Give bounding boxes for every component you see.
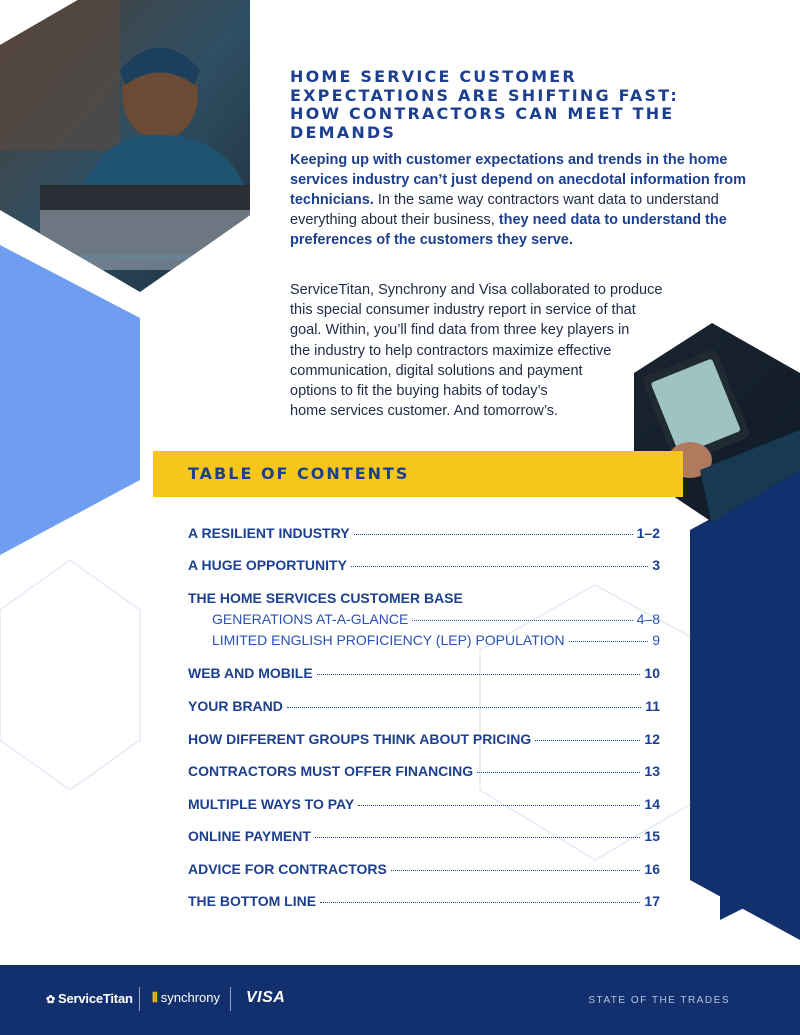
toc-entry-label: GENERATIONS AT-A-GLANCE [212, 611, 409, 627]
toc-leader-dots [287, 707, 641, 708]
toc-leader-dots [317, 674, 641, 675]
toc-entry-label: ONLINE PAYMENT [188, 828, 311, 844]
toc-leader-dots [315, 837, 641, 838]
toc-entry[interactable] [188, 698, 660, 714]
toc-subentry[interactable] [212, 632, 660, 648]
toc-entry-label: HOW DIFFERENT GROUPS THINK ABOUT PRICING [188, 731, 532, 747]
body-line: options to fit the buying habits of today’s [290, 383, 548, 400]
toc-leader-dots [477, 772, 640, 773]
toc-entry-label: A HUGE OPPORTUNITY [188, 557, 347, 573]
toc-entry-page: 15 [644, 828, 660, 844]
toc-header-bar [153, 451, 683, 497]
toc-entry-label: CONTRACTORS MUST OFFER FINANCING [188, 763, 474, 779]
right-navy-hexagon [690, 470, 800, 940]
toc-entry-page: 17 [644, 893, 660, 909]
intro-text: In the same way contractors want data to understand everything about their business, [290, 192, 719, 228]
body-line: communication, digital solutions and payment [290, 362, 583, 379]
toc-entry-label: A RESILIENT INDUSTRY [188, 525, 350, 541]
toc-title: TABLE OF CONTENTS [188, 464, 410, 483]
toc-entry[interactable] [188, 731, 660, 747]
toc-entry-label: WEB AND MOBILE [188, 665, 313, 681]
toc-entry-label: THE BOTTOM LINE [188, 893, 317, 909]
left-blue-hexagon [0, 245, 140, 555]
toc-entry-page: 1–2 [636, 525, 660, 541]
toc-leader-dots [351, 566, 648, 567]
toc-leader-dots [569, 641, 649, 642]
toc-entry[interactable] [188, 665, 660, 681]
technician-photo [0, 0, 260, 300]
body-line: goal. Within, you’ll find data from three key players in [290, 322, 630, 339]
body-line: this special consumer industry report in service of that [290, 302, 636, 319]
toc-leader-dots [358, 805, 640, 806]
body-line: ServiceTitan, Synchrony and Visa collaborated to produce [290, 282, 663, 298]
toc-entry-page: 3 [652, 557, 660, 573]
toc-entry-page: 14 [644, 796, 660, 812]
toc-entry-label: YOUR BRAND [188, 698, 283, 714]
toc-entry-label: THE HOME SERVICES CUSTOMER BASE [188, 590, 463, 606]
footer-tagline: STATE OF THE TRADES [588, 995, 730, 1006]
intro-paragraph [290, 150, 760, 250]
toc-entry-page: 11 [645, 698, 660, 714]
footer [0, 965, 800, 1035]
toc-subentry[interactable] [212, 611, 660, 627]
toc-leader-dots [320, 902, 640, 903]
toc-entry-page: 10 [644, 665, 660, 681]
toc-entry[interactable] [188, 763, 660, 779]
toc-entry[interactable] [188, 796, 660, 812]
toc-entry[interactable] [188, 525, 660, 541]
body-line: the industry to help contractors maximize effective [290, 342, 612, 359]
toc-entry[interactable] [188, 893, 660, 909]
toc-entry-page: 13 [644, 763, 660, 779]
toc-entry[interactable] [188, 828, 660, 844]
logo-divider [230, 987, 231, 1011]
toc-leader-dots [354, 534, 633, 535]
servicetitan-mark-icon: ✿ [46, 994, 56, 1006]
servicetitan-logo [46, 991, 133, 1006]
visa-logo: VISA [246, 989, 286, 1006]
body-paragraph [290, 280, 710, 421]
headline-line: HOME SERVICE CUSTOMER [290, 67, 577, 86]
logo-divider [139, 987, 140, 1011]
toc-entry-page: 9 [652, 632, 660, 648]
toc-entry-label: MULTIPLE WAYS TO PAY [188, 796, 355, 812]
headline [290, 68, 780, 142]
toc-entry-page: 16 [644, 861, 660, 877]
synchrony-logo [152, 990, 220, 1006]
toc-leader-dots [535, 740, 640, 741]
toc-entry-label: LIMITED ENGLISH PROFICIENCY (LEP) POPULATION [212, 632, 565, 648]
servicetitan-logo-text: ServiceTitan [58, 991, 133, 1006]
toc-section-heading[interactable] [188, 590, 660, 606]
toc-leader-dots [412, 620, 632, 621]
intro-emphasis: they need data to understand the preferences of the customers they serve. [290, 212, 727, 248]
synchrony-mark-icon: ⦀ [152, 990, 158, 1005]
toc-entry[interactable] [188, 861, 660, 877]
headline-line: EXPECTATIONS ARE SHIFTING FAST: [290, 85, 680, 105]
body-line: home services customer. And tomorrow’s. [290, 403, 559, 420]
toc-entry-page: 12 [644, 731, 660, 747]
toc-entry[interactable] [188, 557, 660, 573]
toc-leader-dots [391, 870, 641, 871]
toc-entry-page: 4–8 [636, 611, 660, 627]
toc-entry-label: ADVICE FOR CONTRACTORS [188, 861, 387, 877]
headline-line: HOW CONTRACTORS CAN MEET THE DEMANDS [290, 104, 675, 142]
intro-emphasis: Keeping up with customer expectations and trends in the home services industry can’t just depend on anecdotal information from technicians. [290, 152, 747, 208]
synchrony-logo-text: synchrony [160, 990, 220, 1005]
